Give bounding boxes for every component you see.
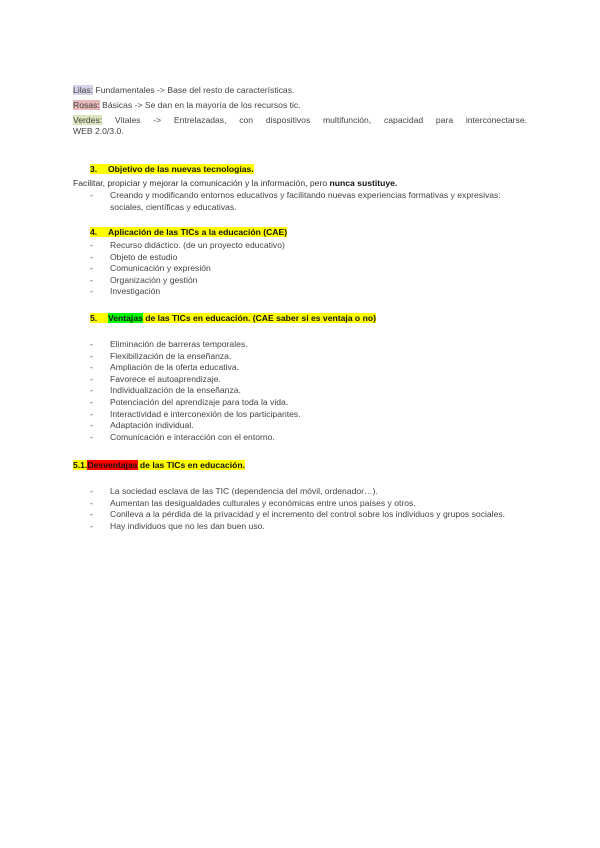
bullet-dash: - [90, 373, 93, 384]
section-5-1-heading [73, 460, 245, 471]
list-item [90, 432, 530, 444]
section-3-heading [90, 164, 254, 175]
list-item-text: Investigación [110, 286, 161, 297]
list-item [90, 286, 530, 298]
section-5-1-title: de las TICs en educación. [137, 460, 245, 470]
bullet-dash: - [90, 396, 93, 407]
list-item-text: Aumentan las desigualdades culturales y económicas entre unos países y otros. [110, 497, 416, 508]
list-item [90, 240, 530, 252]
legend-lilas [73, 85, 294, 96]
legend-verdes [73, 115, 527, 126]
list-item-text: Conlleva a la pérdida de la privacidad y el incremento del control sobre los individuos y grupos sociales. [110, 509, 506, 520]
section-5-title-highlight: Ventajas [108, 313, 143, 323]
bullet-dash: - [90, 251, 93, 262]
list-item [90, 263, 530, 275]
list-item-text: Creando y modificando entornos educativos y facilitando nuevas experiencias formativas y expresivas: sociales, científicas y educativas. [110, 190, 501, 212]
bullet-dash: - [90, 431, 93, 442]
list-item [90, 362, 530, 374]
legend-rosas-key: Rosas: [73, 100, 100, 110]
section-3-intro-text: Facilitar, propiciar y mejorar la comunicación y la información, pero [73, 178, 330, 188]
section-5-list [90, 339, 530, 443]
list-item [90, 521, 526, 533]
legend-verdes-text: Vitales -> Entrelazadas, con dispositivos multifunción, capacidad para interconectarse. [102, 115, 527, 125]
list-item-text: Objeto de estudio [110, 251, 178, 262]
bullet-dash: - [90, 339, 93, 349]
list-item-text: Adaptación individual. [110, 420, 194, 431]
list-item [90, 351, 530, 363]
list-item-text: Eliminación de barreras temporales. [110, 339, 248, 349]
list-item-text: Flexibilización de la enseñanza. [110, 350, 232, 361]
legend-lilas-key: Lilas: [73, 85, 94, 95]
list-item-text: Comunicación y expresión [110, 263, 211, 274]
list-item [90, 397, 530, 409]
section-4-title: Aplicación de las TICs a la educación (CAE) [108, 227, 288, 237]
bullet-dash: - [90, 274, 93, 285]
section-3-intro [73, 178, 397, 189]
bullet-dash: - [90, 350, 93, 361]
bullet-dash: - [90, 263, 93, 274]
section-4-number: 4. [90, 227, 98, 237]
list-item-text: Individualización de la enseñanza. [110, 385, 241, 396]
list-item [90, 486, 526, 498]
list-item [90, 409, 530, 421]
list-item [90, 420, 530, 432]
bullet-dash: - [90, 408, 93, 419]
section-3-list [90, 190, 520, 213]
list-item [90, 275, 530, 287]
legend-rosas [73, 100, 301, 111]
section-3-intro-bold: nunca sustituye. [329, 178, 398, 188]
bullet-dash: - [90, 497, 93, 508]
legend-rosas-text: Básicas -> Se dan en la mayoría de los recursos tic. [99, 100, 301, 110]
section-3-number: 3. [90, 164, 98, 174]
list-item [90, 339, 530, 351]
section-4-list [90, 240, 530, 298]
section-5-heading [90, 313, 376, 324]
list-item [90, 385, 530, 397]
legend-verdes-cont: WEB 2.0/3.0. [73, 126, 124, 136]
list-item-text: Hay individuos que no les dan buen uso. [110, 520, 265, 531]
list-item [90, 190, 520, 213]
section-5-1-title-highlight: Desventajas [87, 460, 138, 470]
list-item [90, 498, 526, 510]
bullet-dash: - [90, 362, 93, 373]
list-item-text: Ampliación de la oferta educativa. [110, 362, 239, 373]
section-5-1-list [90, 486, 526, 532]
bullet-dash: - [90, 486, 93, 496]
legend-lilas-text: Fundamentales -> Base del resto de características. [93, 85, 295, 95]
bullet-dash: - [90, 240, 93, 250]
legend-verdes-key: Verdes: [73, 115, 103, 125]
section-5-number: 5. [90, 313, 98, 323]
bullet-dash: - [90, 190, 93, 200]
bullet-dash: - [90, 286, 93, 297]
bullet-dash: - [90, 509, 93, 520]
bullet-dash: - [90, 385, 93, 396]
section-5-title: de las TICs en educación. (CAE saber si es ventaja o no) [142, 313, 376, 323]
bullet-dash: - [90, 420, 93, 431]
list-item-text: Organización y gestión [110, 274, 198, 285]
list-item-text: Favorece el autoaprendizaje. [110, 373, 221, 384]
list-item [90, 252, 530, 264]
list-item-text: La sociedad esclava de las TIC (dependencia del móvil, ordenador…). [110, 486, 378, 496]
list-item-text: Comunicación e interacción con el entorno. [110, 431, 275, 442]
list-item [90, 509, 526, 521]
list-item-text: Interactividad e interconexión de los participantes. [110, 408, 301, 419]
section-5-1-number: 5.1. [73, 460, 88, 470]
list-item-text: Recurso didáctico. (de un proyecto educativo) [110, 240, 285, 250]
section-4-heading [90, 227, 287, 238]
section-3-title: Objetivo de las nuevas tecnologías. [108, 164, 254, 174]
bullet-dash: - [90, 520, 93, 531]
list-item [90, 374, 530, 386]
list-item-text: Potenciación del aprendizaje para toda la vida. [110, 396, 289, 407]
